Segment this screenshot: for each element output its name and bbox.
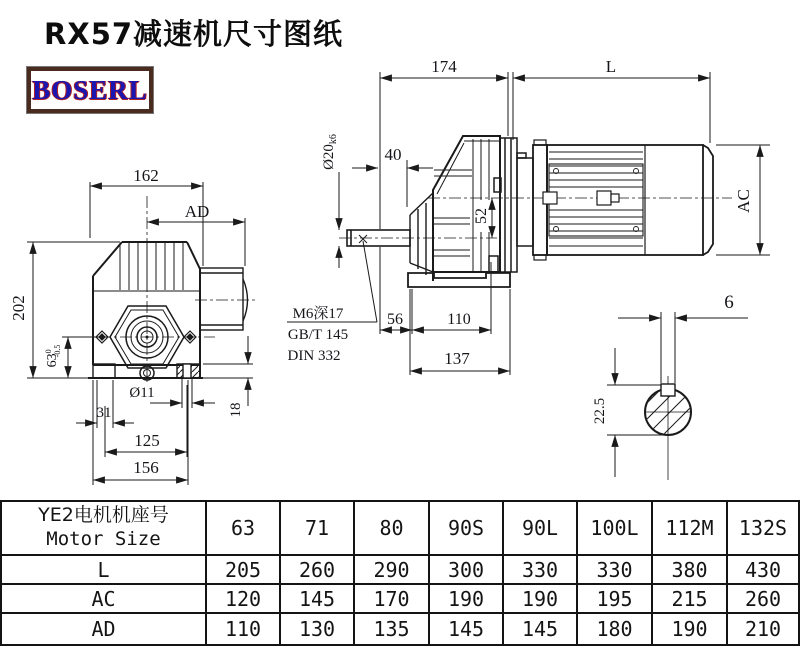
col-63: 63 xyxy=(206,501,280,555)
cell-L-100l: 330 xyxy=(577,555,652,584)
dim-18: 18 xyxy=(228,402,244,418)
cell-AC-132s: 260 xyxy=(727,584,799,613)
motor-size-table xyxy=(0,500,800,646)
dim-40: 40 xyxy=(384,145,402,164)
header-en: Motor Size xyxy=(46,528,161,550)
cell-AD-90l: 145 xyxy=(503,613,577,645)
dim-156: 156 xyxy=(133,458,159,477)
dim-ad: AD xyxy=(184,202,210,221)
col-132s: 132S xyxy=(727,501,799,555)
dim-202: 202 xyxy=(9,295,28,321)
col-100l: 100L xyxy=(577,501,652,555)
cell-L-63: 205 xyxy=(206,555,280,584)
cell-AD-90s: 145 xyxy=(429,613,503,645)
col-80: 80 xyxy=(354,501,429,555)
cell-AD-112m: 190 xyxy=(652,613,727,645)
cell-AC-112m: 215 xyxy=(652,584,727,613)
cell-AD-71: 130 xyxy=(280,613,354,645)
cell-L-71: 260 xyxy=(280,555,354,584)
dim-125: 125 xyxy=(134,431,160,450)
row-label-AD: AD xyxy=(1,613,206,645)
cell-AD-132s: 210 xyxy=(727,613,799,645)
col-71: 71 xyxy=(280,501,354,555)
cell-L-90s: 300 xyxy=(429,555,503,584)
row-label-L: L xyxy=(1,555,206,584)
shaft-key-detail xyxy=(607,312,748,480)
front-view-labels xyxy=(9,166,244,477)
dim-L: L xyxy=(605,57,617,76)
cell-L-80: 290 xyxy=(354,555,429,584)
dim-key-height: 22.5 xyxy=(592,397,608,425)
cell-AD-63: 110 xyxy=(206,613,280,645)
cell-AC-90l: 190 xyxy=(503,584,577,613)
dim-key-width: 6 xyxy=(724,292,734,313)
shaft-key-labels xyxy=(592,292,734,424)
dim-31: 31 xyxy=(96,405,112,421)
row-label-AC: AC xyxy=(1,584,206,613)
cell-L-112m: 380 xyxy=(652,555,727,584)
col-90l: 90L xyxy=(503,501,577,555)
note-din: DIN 332 xyxy=(287,348,341,364)
dim-174: 174 xyxy=(431,57,457,76)
table-row-AC xyxy=(1,584,799,613)
page-title: RX57减速机尺寸图纸 xyxy=(44,17,344,51)
header-cn: YE2电机机座号 xyxy=(38,504,169,527)
dim-ac: AC xyxy=(734,189,753,213)
table-row-L xyxy=(1,555,799,584)
table-header-row xyxy=(1,501,799,555)
col-90s: 90S xyxy=(429,501,503,555)
dim-56: 56 xyxy=(387,311,403,328)
side-view-dimensions xyxy=(287,72,770,375)
cell-L-90l: 330 xyxy=(503,555,577,584)
cell-AD-80: 135 xyxy=(354,613,429,645)
brand-logo-text: BOSERL xyxy=(32,74,148,105)
col-112m: 112M xyxy=(652,501,727,555)
cell-L-132s: 430 xyxy=(727,555,799,584)
dim-110: 110 xyxy=(447,311,471,328)
table-header-motor-size xyxy=(1,501,206,555)
dim-137: 137 xyxy=(444,349,470,368)
front-view xyxy=(78,196,256,385)
dim-52: 52 xyxy=(473,208,490,224)
table-row-AD xyxy=(1,613,799,645)
cell-AC-100l: 195 xyxy=(577,584,652,613)
cell-AD-100l: 180 xyxy=(577,613,652,645)
side-view-labels xyxy=(288,57,753,368)
cell-AC-80: 170 xyxy=(354,584,429,613)
dim-shaft: $Ø20_{k6}$ xyxy=(321,134,339,170)
dim-63-tol: $63^0-0.5$ xyxy=(44,344,62,368)
cell-AC-71: 145 xyxy=(280,584,354,613)
dim-hole-11: Ø11 xyxy=(129,385,155,401)
note-thread: M6深17 xyxy=(292,306,344,322)
cell-AC-90s: 190 xyxy=(429,584,503,613)
cell-AC-63: 120 xyxy=(206,584,280,613)
note-gbt: GB/T 145 xyxy=(287,327,349,343)
dim-162: 162 xyxy=(133,166,159,185)
